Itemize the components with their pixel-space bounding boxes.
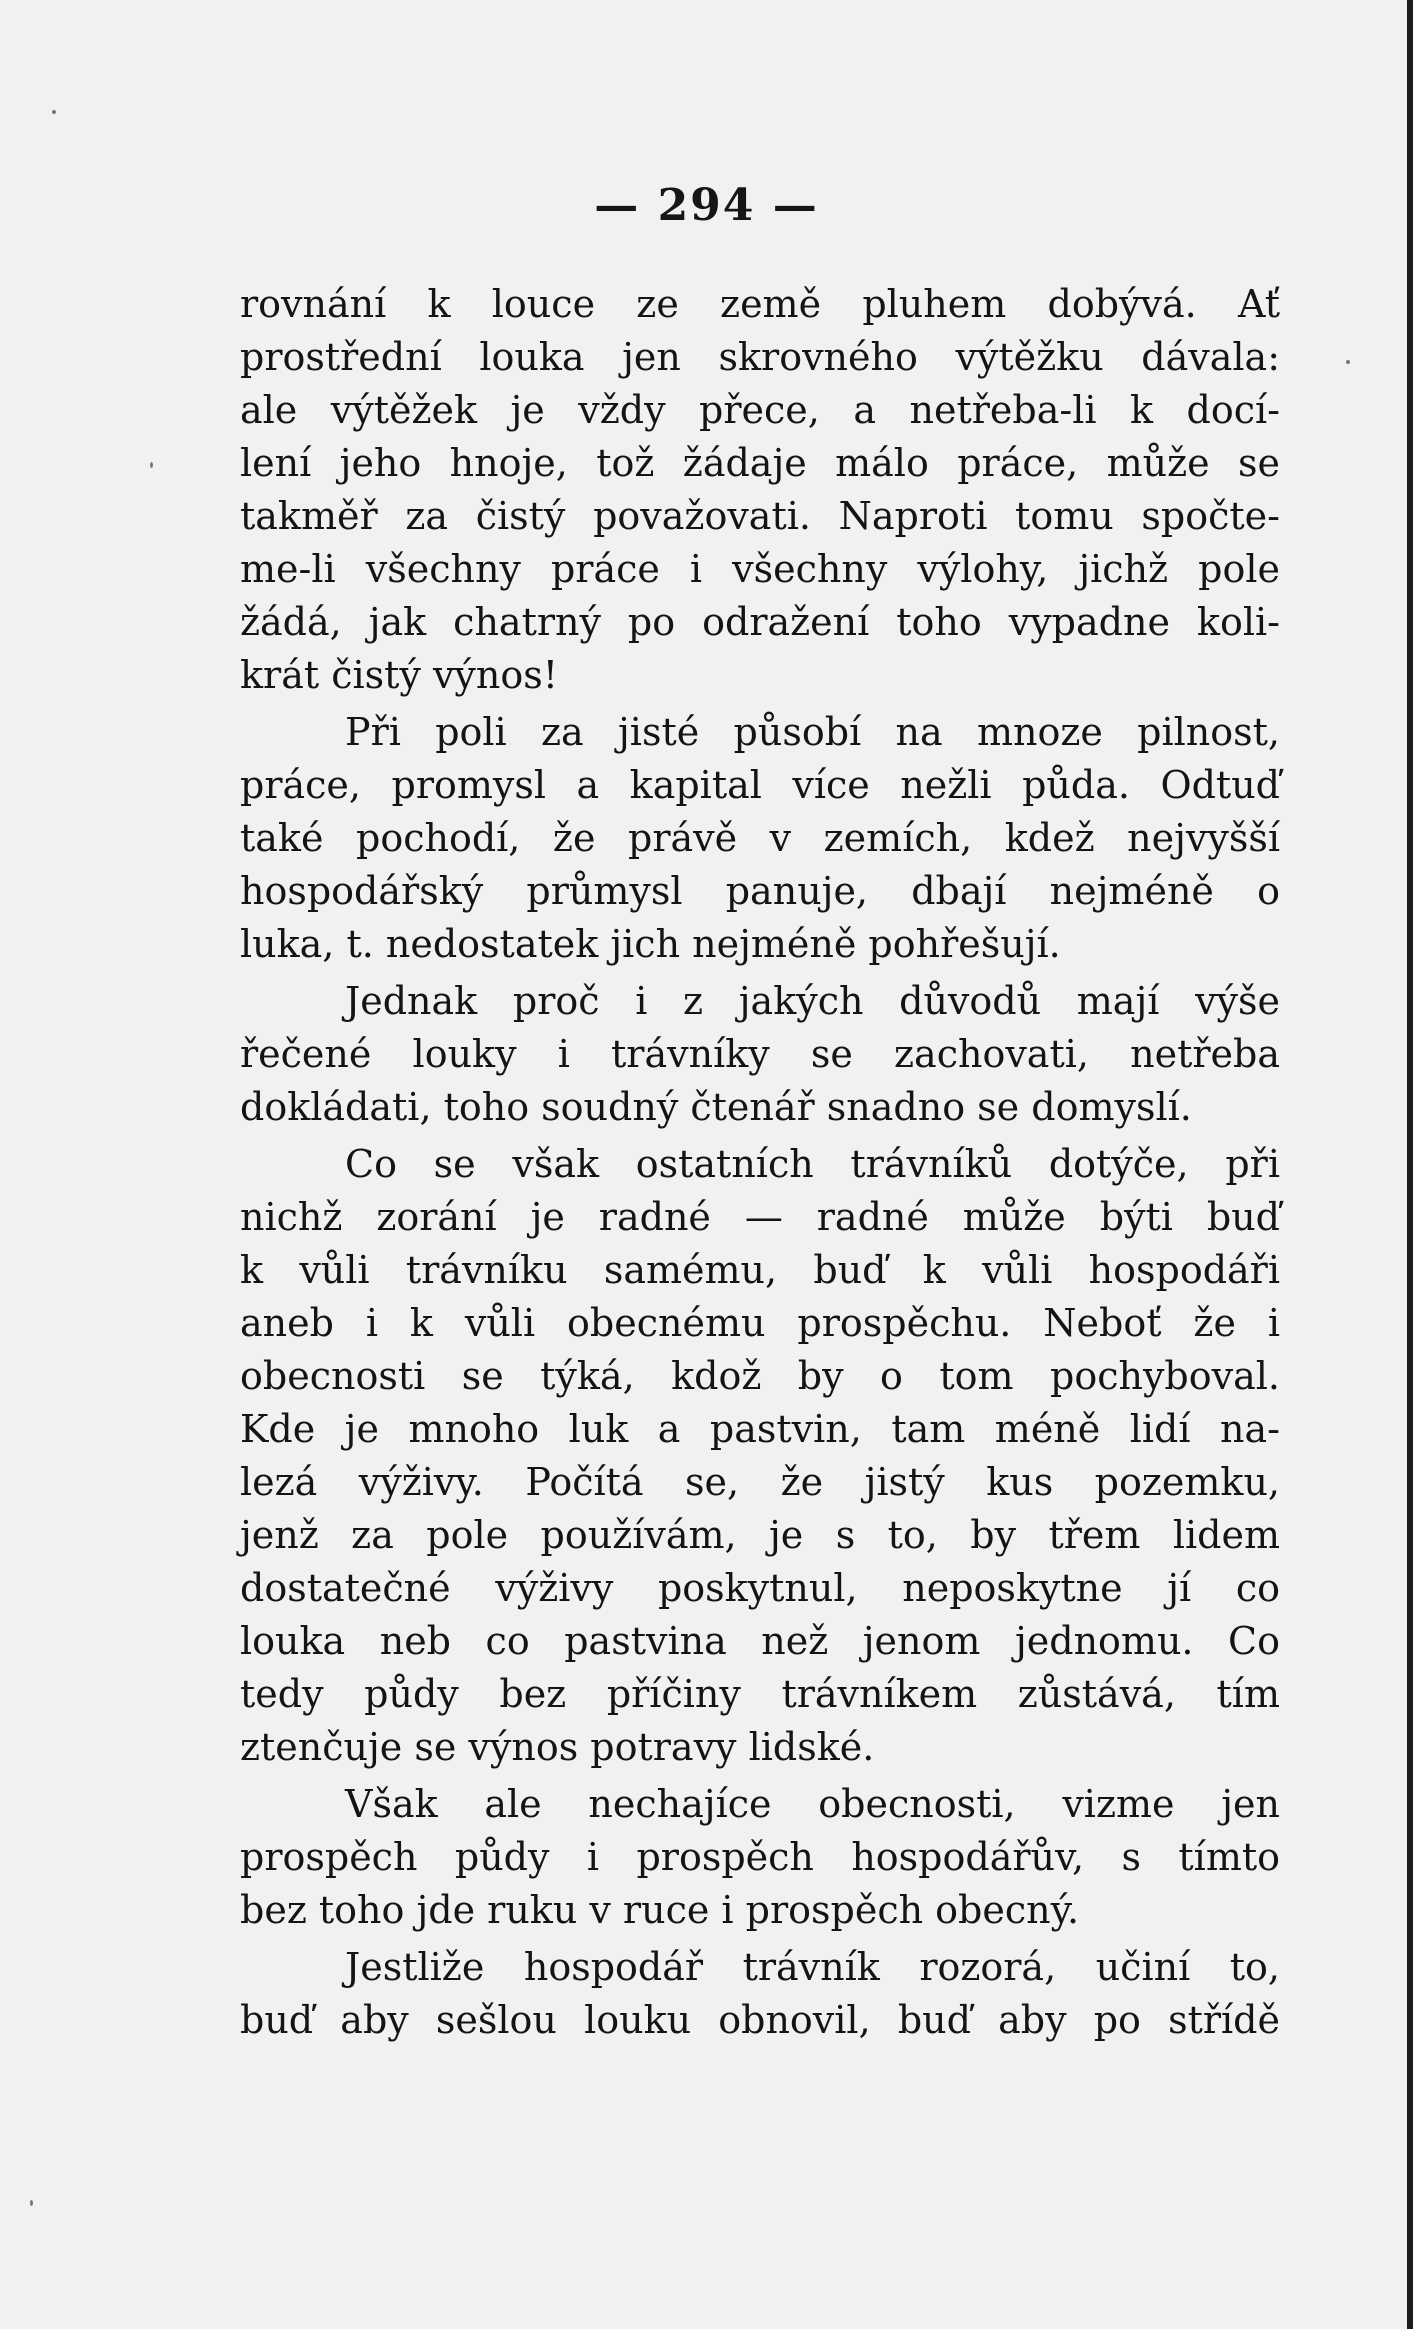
paper-speck [30,2200,33,2206]
text-line: také pochodí, že právě v zemích, kdež nejvyšší [240,816,1280,860]
paper-speck [52,110,56,114]
text-line: k vůli trávníku samému, buď k vůli hospodáři [240,1248,1280,1292]
text-line: lezá výživy. Počítá se, že jistý kus pozemku, [240,1460,1280,1504]
text-line: žádá, jak chatrný po odražení toho vypadne koli- [240,600,1280,644]
text-line: práce, promysl a kapital více nežli půda. Odtuď [240,763,1280,807]
text-line: Jednak proč i z jakých důvodů mají výše [345,979,1280,1023]
text-line: dostatečné výživy poskytnul, neposkytne jí co [240,1566,1280,1610]
paper-speck [150,462,153,468]
text-line: Co se však ostatních trávníků dotýče, při [345,1142,1280,1186]
text-line: rovnání k louce ze země pluhem dobývá. Ať [240,282,1280,326]
text-line: krát čistý výnos! [240,653,559,697]
text-line: nichž zorání je radné — radné může býti buď [240,1195,1280,1239]
text-line: hospodářský průmysl panuje, dbají nejméně o [240,869,1280,913]
page-edge-shadow [1407,0,1413,2329]
text-line: me-li všechny práce i všechny výlohy, jichž pole [240,547,1280,591]
text-line: louka neb co pastvina než jenom jednomu. Co [240,1619,1280,1663]
text-line: řečené louky i trávníky se zachovati, netřeba [240,1032,1280,1076]
text-line: ale výtěžek je vždy přece, a netřeba-li k docí- [240,388,1280,432]
text-line: jenž za pole používám, je s to, by třem lidem [240,1513,1280,1557]
text-line: dokládati, toho soudný čtenář snadno se domyslí. [240,1085,1192,1129]
text-line: ztenčuje se výnos potravy lidské. [240,1725,875,1769]
text-line: bez toho jde ruku v ruce i prospěch obecný. [240,1888,1080,1932]
text-line: prospěch půdy i prospěch hospodářův, s tímto [240,1835,1280,1879]
text-line: buď aby sešlou louku obnovil, buď aby po střídě [240,1998,1280,2042]
text-line: obecnosti se týká, kdož by o tom pochyboval. [240,1354,1280,1398]
text-line: lení jeho hnoje, tož žádaje málo práce, může se [240,441,1280,485]
page-number: — 294 — [594,180,819,231]
body-text [240,278,1280,2047]
text-line: Při poli za jisté působí na mnoze pilnost, [345,710,1280,754]
paper-speck [1346,360,1350,364]
text-line: luka, t. nedostatek jich nejméně pohřešují. [240,922,1061,966]
text-line: takměř za čistý považovati. Naproti tomu spočte- [240,494,1280,538]
text-line: prostřední louka jen skrovného výtěžku dávala: [240,335,1280,379]
text-line: aneb i k vůli obecnému prospěchu. Neboť že i [240,1301,1280,1345]
text-line: tedy půdy bez příčiny trávníkem zůstává, tím [240,1672,1280,1716]
text-line: Kde je mnoho luk a pastvin, tam méně lidí na- [240,1407,1280,1451]
text-line: Jestliže hospodář trávník rozorá, učiní to, [345,1945,1280,1989]
text-line: Však ale nechajíce obecnosti, vizme jen [345,1782,1280,1826]
